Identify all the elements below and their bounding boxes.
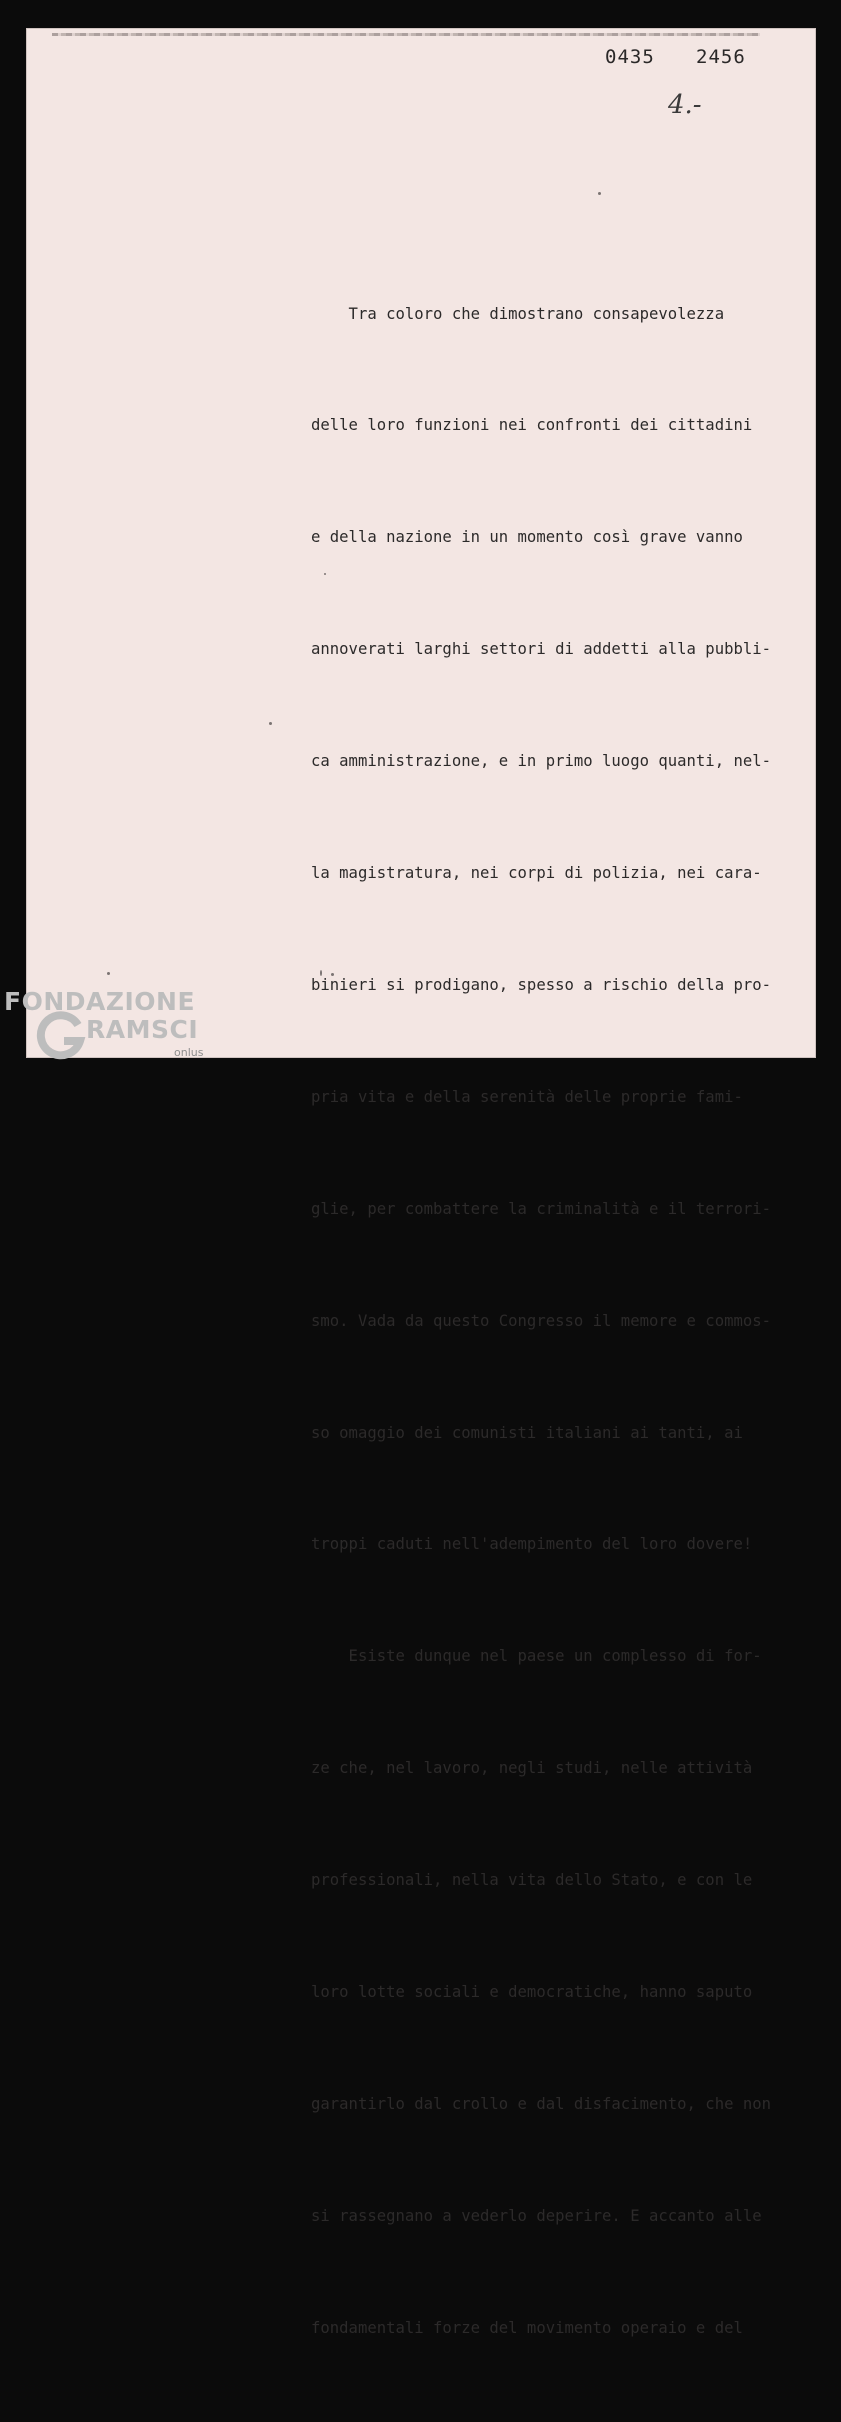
text-line: smo. Vada da questo Congresso il memore e commos- xyxy=(311,1311,772,1330)
g-logo-icon xyxy=(36,1011,86,1061)
archive-code-2: 2456 xyxy=(696,46,746,68)
text-line: fondamentali forze del movimento operaio e del xyxy=(311,2318,743,2337)
document-page xyxy=(26,28,816,2337)
archive-code-1: 0435 xyxy=(605,46,655,68)
typewritten-text xyxy=(311,221,801,2422)
text-line: annoverati larghi settori di addetti alla pubbli- xyxy=(311,640,772,659)
text-line: glie, per combattere la criminalità e il terrori- xyxy=(311,1199,772,1218)
text-line: Esiste dunque nel paese un complesso di for- xyxy=(311,1647,762,1666)
text-line: Tra coloro che dimostrano consapevolezza xyxy=(311,304,725,323)
text-line: ca amministrazione, e in primo luogo quanti, nel- xyxy=(311,752,772,771)
fondazione-gramsci-watermark xyxy=(4,987,214,1067)
text-line: e della nazione in un momento così grave vanno xyxy=(311,528,743,547)
watermark-line-1: FONDAZIONE xyxy=(4,987,196,1016)
text-line: la magistratura, nei corpi di polizia, nei cara- xyxy=(311,864,762,883)
paper-speck xyxy=(269,722,272,725)
watermark-subtitle: onlus xyxy=(174,1046,204,1059)
paper-speck xyxy=(324,573,326,575)
text-line: so omaggio dei comunisti italiani ai tanti, ai xyxy=(311,1423,743,1442)
text-line: loro lotte sociali e democratiche, hanno saputo xyxy=(311,1982,753,2001)
text-line: troppi caduti nell'adempimento del loro dovere! xyxy=(311,1535,753,1554)
text-line: si rassegnano a vederlo deperire. E accanto alle xyxy=(311,2206,762,2225)
text-line: delle loro funzioni nei confronti dei cittadini xyxy=(311,416,753,435)
paper-speck xyxy=(331,973,334,976)
paper-speck xyxy=(598,192,601,195)
text-line: binieri si prodigano, spesso a rischio della pro- xyxy=(311,975,772,994)
text-line: garantirlo dal crollo e dal disfacimento, che non xyxy=(311,2094,772,2113)
paper-speck xyxy=(320,970,322,976)
paper-top-edge xyxy=(52,33,760,36)
text-line: ze che, nel lavoro, negli studi, nelle attività xyxy=(311,1759,753,1778)
handwritten-page-number: 4.- xyxy=(668,90,702,120)
paper-speck xyxy=(107,972,110,975)
watermark-line-2: RAMSCI xyxy=(86,1015,199,1044)
text-line: pria vita e della serenità delle proprie fami- xyxy=(311,1087,743,1106)
text-line: professionali, nella vita dello Stato, e con le xyxy=(311,1871,753,1890)
